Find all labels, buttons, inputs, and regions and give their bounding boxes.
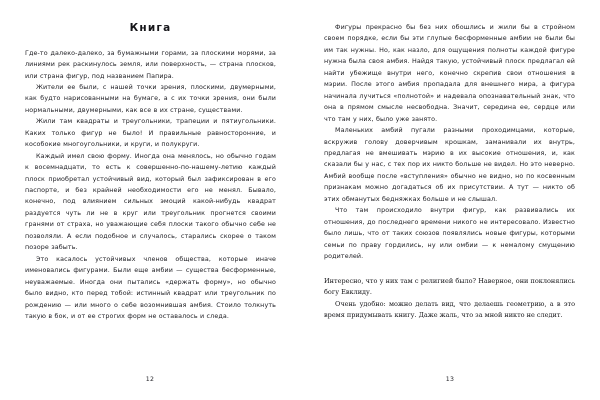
page-number: 12	[145, 376, 155, 383]
paragraph: Что там происходило внутри фигур, как развивались их отношения, до последнего времени никого не интересовало. Известно было лишь, что от таких союзов появлялись новые фигуры, которыми семьи по праву гордились, ну или омбии — к немалому смущению родителей.	[324, 207, 575, 261]
paragraph: Интересно, что у них там с религией было? Наверное, они поклонялись богу Евклиду.	[324, 276, 575, 297]
page-number: 13	[445, 376, 455, 383]
paragraph: Каждый имел свою форму. Иногда она менялось, но обычно годам к восемнадцати, то есть к совершенно-по-нашему-летию каждый плоск приобретал устойчивый вид, который был зафиксирован в его паспорте, и без крайней необходимости его не менял. Бывало, конечно, под влиянием сильных эмоций какой-нибудь квадрат раздуется чуть ли не в круг или треугольник прогнется своими гранями от страха, но уважающие себя плоски такого обычно себе не позволяли. А если подобное и случалось, старались скорее о таком позоре забыть.	[25, 152, 276, 252]
paragraph: Маленьких амбий пугали разными проходимцами, которые, вскружив голову доверчивым крошкам, заманивали их внутрь, предлагая не вмешивать мэрию в их высокие отношения, и, как сказали бы у нас, с тех пор их никто больше не видел. Но это неверно. Амбий вообще после «вступления» обычно не видно, но по косвенным признакам можно догадаться об их присутствии. А тут — никто об этих обманутых бедняжках больше и не слышал.	[324, 127, 575, 203]
paragraph: Где-то далеко-далеко, за бумажными горами, за плоскими морями, за линиями рек раскинулось земля, или поверхность, — страна плосков, или страна фигур, под названием Папира.	[25, 49, 276, 80]
paragraph: Жители ее были, с нашей точки зрения, плоскими, двумерными, как будто нарисованными на бумаге, а с их точки зрения, они были нормальными, двумерными, как все в их стране, существами.	[25, 83, 276, 114]
paragraph: Это касалось устойчивых членов общества, которые иначе именовались фигурами. Были еще амбии — существа бесформенные, неуважаемые. Иногда они пытались «держать форму», но обычно было видно, кто перед тобой: истинный квадрат или треугольник по рождению — или много о себе возомнившая амбия. Стоило толкнуть такую в бок, и от ее строгих форм не оставалось и следа.	[25, 255, 276, 321]
paragraph: Очень удобно: можно делать вид, что делаешь геометрию, а в это время придумывать книгу. Даже жаль, что за мной никто не следит.	[324, 299, 575, 320]
serif-section	[324, 276, 575, 322]
page-right	[300, 0, 600, 400]
paragraph: Фигуры прекрасно бы без них обошлись и жили бы в стройном своем порядке, если бы эти глупые бесформенные амбии не были бы им так нужны. Но, как назло, для ощущения полноты каждой фигуре нужна была своя амбия. Найдя такую, устойчивый плоск предлагал ей найти убежище внутри него, конечно скрепив свои отношения в мэрии. После этого амбия пропадала для внешнего мира, а фигура начинала лучиться «полнотой» и надевала опознавательный знак, что она в прямом смысле несвободна. Значит, середина ее, сердце или что там у них, было уже занято.	[324, 24, 575, 123]
paragraph: Жили там квадраты и треугольники, трапеции и пятиугольники. Каких только фигур не было! И правильные равносторонние, и кособокие многоугольники, и круги, и полукруги.	[25, 118, 276, 149]
chapter-title: Книга	[129, 22, 172, 34]
